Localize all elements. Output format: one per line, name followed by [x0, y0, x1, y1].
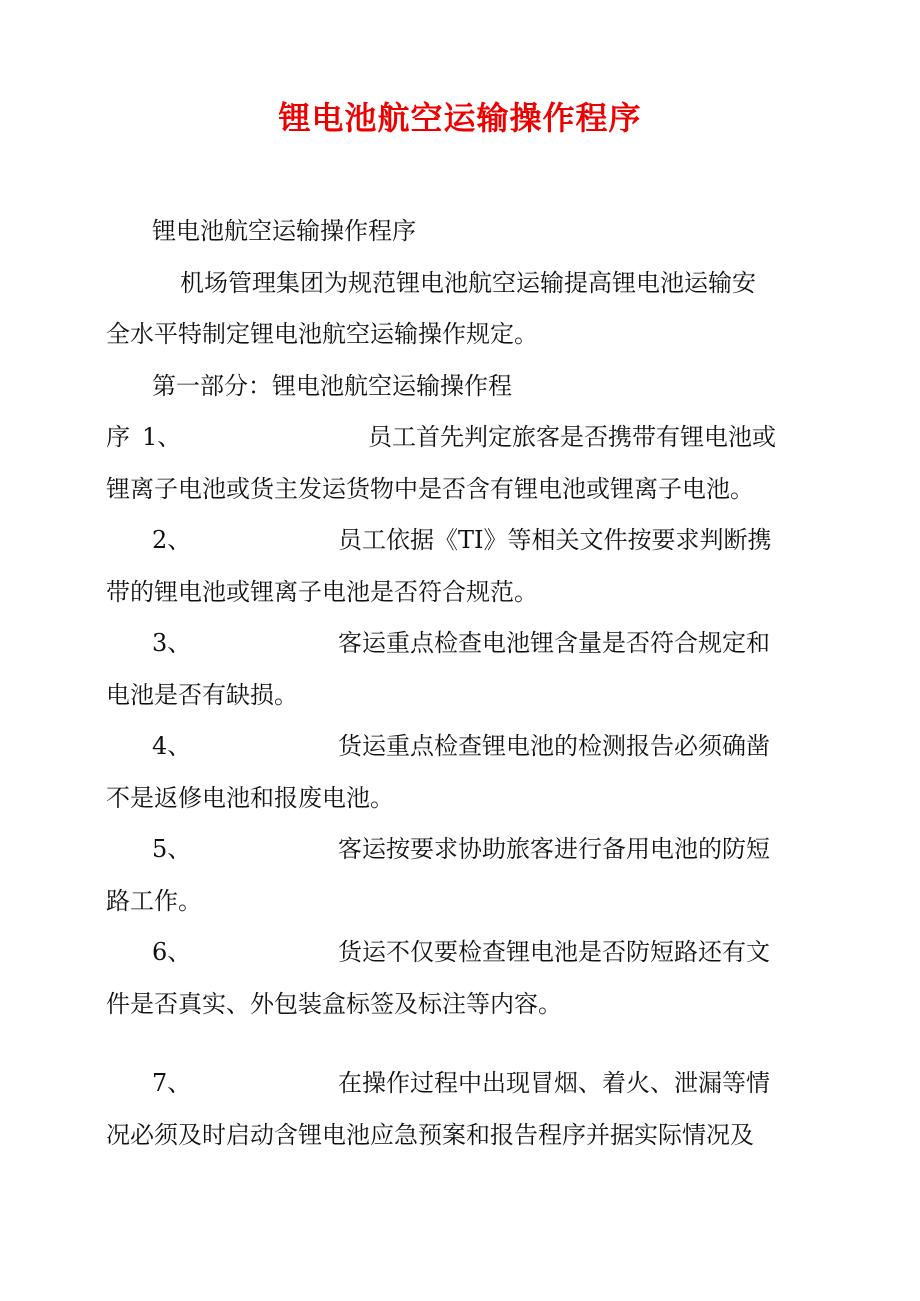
item-text-line-1: 员工依据《TI》等相关文件按要求判断携 [338, 526, 772, 554]
item-number: 5、 [152, 835, 192, 863]
item-text-line-2: 件是否真实、外包装盒标签及标注等内容。 [106, 990, 562, 1018]
item-text-line-1: 在操作过程中出现冒烟、着火、泄漏等情 [338, 1069, 770, 1097]
item-text-line-2: 带的锂电池或锂离子电池是否符合规范。 [106, 578, 538, 606]
item-number: 2、 [152, 526, 192, 554]
subtitle: 锂电池航空运输操作程序 [152, 217, 416, 245]
item-text-line-2: 电池是否有缺损。 [106, 681, 298, 709]
item-text-line-1: 客运重点检查电池锂含量是否符合规定和 [338, 629, 770, 657]
item-text-line-1: 货运重点检查锂电池的检测报告必须确凿 [338, 732, 770, 760]
item-text-line-2: 锂离子电池或货主发运货物中是否含有锂电池或锂离子电池。 [106, 475, 754, 503]
item-number: 7、 [152, 1069, 192, 1097]
item-text-line-2: 路工作。 [106, 887, 202, 915]
item-text-line-1: 客运按要求协助旅客进行备用电池的防短 [338, 835, 770, 863]
item-number: 1、 [142, 423, 182, 451]
section-heading: 第一部分：锂电池航空运输操作程 [152, 372, 512, 400]
intro-line-2: 全水平特制定锂电池航空运输操作规定。 [106, 320, 538, 348]
item-text-line-2: 不是返修电池和报废电池。 [106, 784, 394, 812]
item-text-line-1: 货运不仅要检查锂电池是否防短路还有文 [338, 938, 770, 966]
item-number: 4、 [152, 732, 192, 760]
section-heading-tail: 序 [106, 423, 130, 451]
item-text-line-1: 员工首先判定旅客是否携带有锂电池或 [368, 423, 776, 451]
item-number: 3、 [152, 629, 192, 657]
document-title: 锂电池航空运输操作程序 [278, 99, 642, 137]
intro-line-1: 机场管理集团为规范锂电池航空运输提高锂电池运输安 [180, 269, 756, 297]
item-text-line-2: 况必须及时启动含锂电池应急预案和报告程序并据实际情况及 [106, 1121, 754, 1149]
item-number: 6、 [152, 938, 192, 966]
